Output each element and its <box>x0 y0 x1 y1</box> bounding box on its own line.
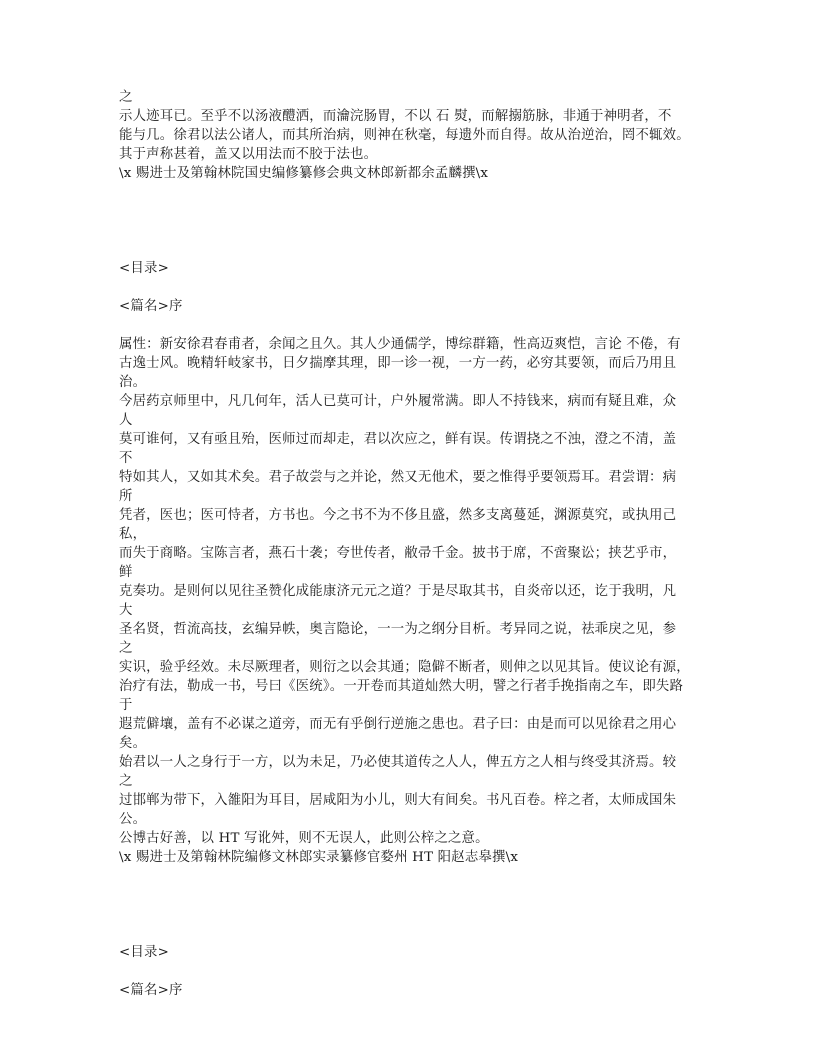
text-line: 而失于商略。宝陈言者，燕石十袭；夸世传者，敝帚千金。披书于席，不啻聚讼；挟艺乎市， <box>119 546 677 561</box>
text-line: 公博古好善，以 HT 写讹舛，则不无误人，此则公梓之之意。 <box>119 831 489 846</box>
author-signature: \x 赐进士及第翰林院编修文林郎实录纂修官婺州 HT 阳赵志皋撰\x <box>119 850 519 865</box>
text-line: 大 <box>119 603 133 618</box>
spacer <box>119 221 701 240</box>
text-line: 公。 <box>119 812 147 827</box>
section-title: <篇名>序 <box>119 299 183 314</box>
text-line: 治。 <box>119 375 147 390</box>
spacer <box>119 202 701 221</box>
text-line: 所 <box>119 489 133 504</box>
spacer <box>119 962 701 981</box>
section-title: <篇名>序 <box>119 983 183 998</box>
text-line: 过邯郸为带下，入雒阳为耳目，居咸阳为小儿，则大有间矣。书凡百卷。梓之者，太师成国朱 <box>119 793 677 808</box>
text-line: 凭者，医也；医可恃者，方书也。今之书不为不侈且盛，然多支离蔓延，渊源莫究，或执用己 <box>119 508 677 523</box>
text-line: 之 <box>119 774 133 789</box>
spacer <box>119 924 701 943</box>
author-signature: \x 赐进士及第翰林院国史编修纂修会典文林郎新都余孟麟撰\x <box>119 166 489 181</box>
text-line: 遐荒僻壤，盖有不必谋之道旁，而无有乎倒行逆施之患也。君子曰：由是而可以见徐君之用心 <box>119 717 677 732</box>
text-line: 圣名贤，哲流高技，玄编异帙，奥言隐论，一一为之纲分目析。考异同之说，祛乖戾之见，参 <box>119 622 677 637</box>
spacer <box>119 886 701 905</box>
toc-marker: <目录> <box>119 945 170 960</box>
text-line: 人 <box>119 413 133 428</box>
text-line: 属性：新安徐君春甫者，余闻之且久。其人少通儒学，博综群籍，性高迈爽恺，言论 不倦，有 <box>119 337 681 352</box>
preface-text-block-2 <box>119 335 701 867</box>
text-line: 古逸士风。晚精轩岐家书，日夕揣摩其理，即一诊一视，一方一药，必穷其要领，而后乃用且 <box>119 356 677 371</box>
spacer <box>119 240 701 259</box>
spacer <box>119 278 701 297</box>
text-line: 其于声称甚着，盖又以用法而不胶于法也。 <box>119 147 378 162</box>
toc-marker: <目录> <box>119 261 170 276</box>
text-line: 示人迹耳已。至乎不以汤液醴洒，而瀹浣肠胃，不以 石 熨，而解搦筋脉，非通于神明者，不 <box>119 109 672 124</box>
text-line: 实识，验乎经效。未尽厥理者，则衍之以会其通；隐僻不断者，则伸之以见其旨。使议论有源， <box>119 660 690 675</box>
text-line: 莫可谁何，又有亟且殆，医师过而却走，君以次应之，鲜有误。传谓挠之不浊，澄之不清，盖 <box>119 432 677 447</box>
text-line: 特如其人，又如其术矣。君子故尝与之并论，然又无他术，要之惟得乎要领焉耳。君尝谓：病 <box>119 470 677 485</box>
text-line: 克奏功。是则何以见往圣赞化成能康济元元之道？于是尽取其书，自炎帝以还，讫于我明，凡 <box>119 584 677 599</box>
document-page <box>119 88 701 1000</box>
text-line: 今居药京师里中，凡几何年，活人已莫可计，户外履常满。即人不持钱来，病而有疑且难，众 <box>119 394 677 409</box>
text-line: 之 <box>119 641 133 656</box>
text-line: 能与几。徐君以法公诸人，而其所治病，则神在秋毫，每遗外而自得。故从治逆治，罔不辄效。 <box>119 128 690 143</box>
text-line: 治疗有法，勒成一书，号曰《医统》。一开卷而其道灿然大明，譬之行者手挽指南之车，即失路 <box>119 679 684 694</box>
spacer <box>119 316 701 335</box>
spacer <box>119 905 701 924</box>
text-line: 私， <box>119 527 147 542</box>
spacer <box>119 183 701 202</box>
spacer <box>119 867 701 886</box>
text-line: 之 <box>119 90 133 105</box>
text-line: 矣。 <box>119 736 147 751</box>
text-line: 始君以一人之身行于一方，以为未足，乃必使其道传之人人，俾五方之人相与终受其济焉。较 <box>119 755 677 770</box>
text-line: 于 <box>119 698 133 713</box>
text-line: 不 <box>119 451 133 466</box>
preface-text-block-1 <box>119 88 701 183</box>
text-line: 鲜 <box>119 565 133 580</box>
